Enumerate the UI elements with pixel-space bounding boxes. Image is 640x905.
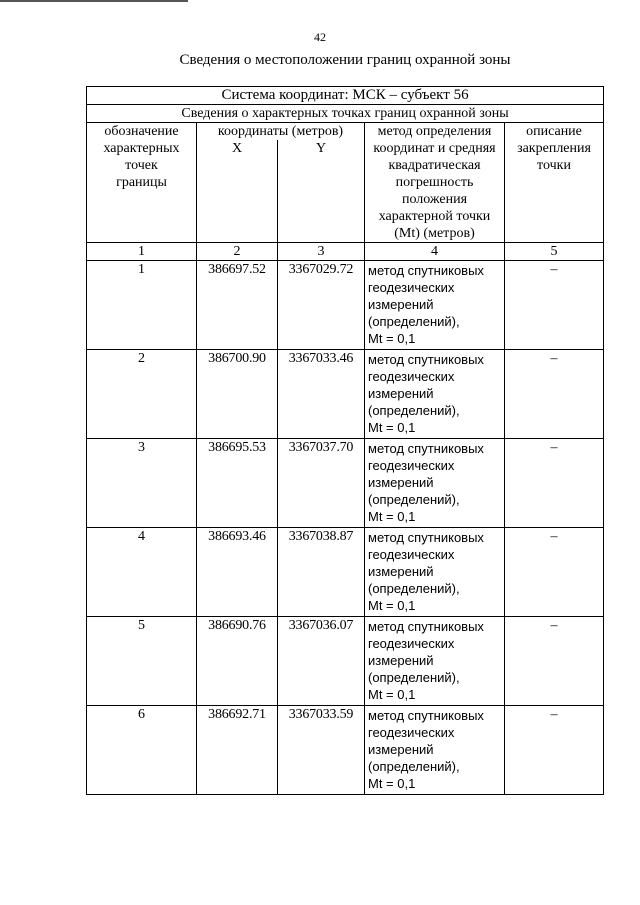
document-title: Сведения о местоположении границ охранной зоны [179,52,511,68]
method-line: Mt = 0,1 [368,331,416,346]
method-line: Mt = 0,1 [368,598,416,613]
header-method-line: характерной точки [378,209,491,224]
method-line: Mt = 0,1 [368,776,416,791]
method-line: (определений), [368,403,460,418]
header-method [365,123,505,243]
header-designation-line: точек [125,158,158,173]
header-designation-line: обозначение [104,124,179,139]
table-row [87,350,604,439]
header-row [87,123,604,141]
method-line: метод спутниковых [368,263,484,278]
coordinate-system-row [87,87,604,105]
column-number: 3 [278,243,365,261]
method-line: метод спутниковых [368,441,484,456]
column-number: 1 [87,243,197,261]
method-line: измерений [368,386,434,401]
method-line: геодезических [368,547,455,562]
header-method-line: квадратическая [388,158,481,173]
point-description: – [505,706,604,795]
coordinate-y: 3367033.46 [278,350,365,439]
method-line: геодезических [368,280,455,295]
header-description [505,123,604,243]
section-cell: Сведения о характерных точках границ охранной зоны [87,105,604,123]
method-line: Mt = 0,1 [368,509,416,524]
table-row [87,439,604,528]
coordinate-y: 3367029.72 [278,261,365,350]
method-line: (определений), [368,314,460,329]
method-cell [365,617,505,706]
point-description: – [505,617,604,706]
point-number: 6 [87,706,197,795]
method-cell [365,706,505,795]
method-cell [365,261,505,350]
point-description: – [505,261,604,350]
header-method-line: погрешность [395,175,474,190]
point-number: 5 [87,617,197,706]
method-line: метод спутниковых [368,530,484,545]
method-line: (определений), [368,581,460,596]
column-number: 4 [365,243,505,261]
point-description: – [505,350,604,439]
method-cell [365,350,505,439]
coordinate-x: 386690.76 [197,617,278,706]
method-line: метод спутниковых [368,619,484,634]
method-line: измерений [368,742,434,757]
column-number-row [87,243,604,261]
coordinate-x: 386693.46 [197,528,278,617]
method-line: метод спутниковых [368,708,484,723]
header-method-line: метод определения [377,124,492,139]
boundary-points-table [86,86,604,795]
method-line: (определений), [368,759,460,774]
scan-edge-line [0,0,188,2]
header-description-line: точки [537,158,571,173]
method-line: (определений), [368,670,460,685]
point-description: – [505,528,604,617]
method-cell [365,439,505,528]
point-description: – [505,439,604,528]
header-method-line: положения [401,192,468,207]
table-row [87,261,604,350]
coordinate-x: 386697.52 [197,261,278,350]
point-number: 3 [87,439,197,528]
coordinate-y: 3367036.07 [278,617,365,706]
table-row [87,617,604,706]
coordinate-y: 3367038.87 [278,528,365,617]
header-method-line: (Mt) (метров) [394,226,475,241]
method-line: геодезических [368,369,455,384]
method-line: Mt = 0,1 [368,420,416,435]
method-line: геодезических [368,636,455,651]
coordinate-system-cell: Система координат: МСК – субъект 56 [87,87,604,105]
method-line: метод спутниковых [368,352,484,367]
method-line: измерений [368,297,434,312]
method-line: геодезических [368,458,455,473]
method-cell [365,528,505,617]
point-number: 2 [87,350,197,439]
point-number: 1 [87,261,197,350]
header-description-line: описание [526,124,582,139]
table-row [87,528,604,617]
header-y: Y [278,140,365,243]
method-line: измерений [368,564,434,579]
column-number: 2 [197,243,278,261]
method-line: измерений [368,475,434,490]
coordinate-x: 386692.71 [197,706,278,795]
method-line: измерений [368,653,434,668]
method-line: Mt = 0,1 [368,687,416,702]
method-line: (определений), [368,492,460,507]
point-number: 4 [87,528,197,617]
header-description-line: закрепления [517,141,591,156]
coordinate-y: 3367037.70 [278,439,365,528]
method-line: геодезических [368,725,455,740]
coordinate-x: 386700.90 [197,350,278,439]
coordinate-y: 3367033.59 [278,706,365,795]
header-designation-line: характерных [103,141,180,156]
header-method-line: координат и средняя [373,141,496,156]
table-row [87,706,604,795]
header-designation [87,123,197,243]
coordinate-x: 386695.53 [197,439,278,528]
section-row [87,105,604,123]
column-number: 5 [505,243,604,261]
header-x: X [197,140,278,243]
page-number: 42 [314,30,326,44]
header-coordinates: координаты (метров) [197,123,365,141]
header-designation-line: границы [116,175,167,190]
